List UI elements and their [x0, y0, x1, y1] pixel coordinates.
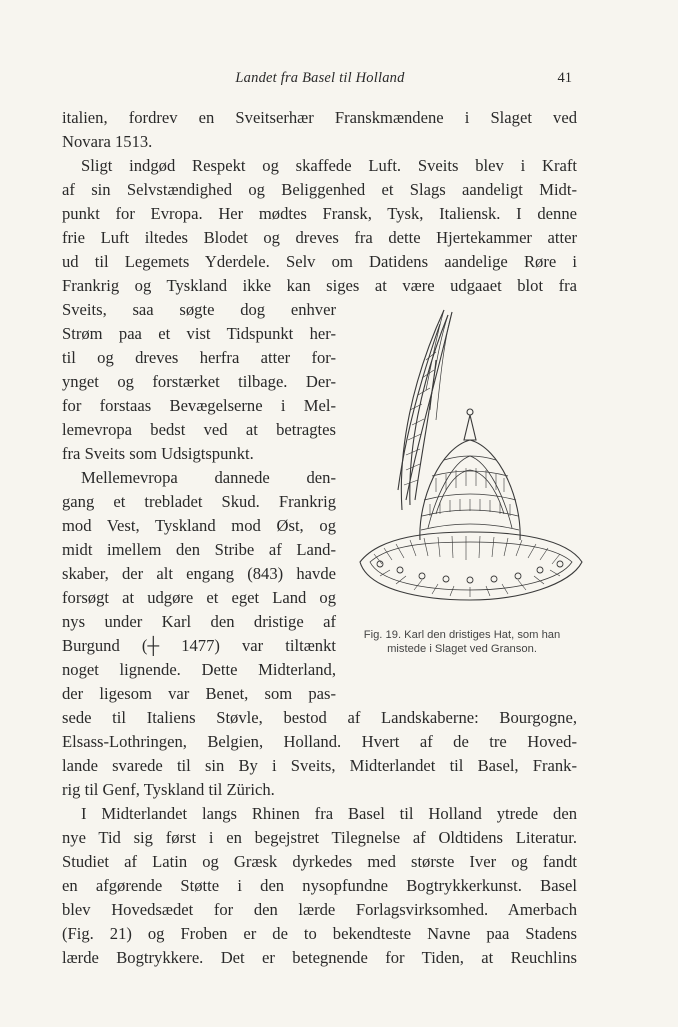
feathered-hat-illustration — [340, 300, 590, 620]
text-line: Elsass-Lothringen, Belgien, Holland. Hvert af de tre Hoved- — [62, 732, 577, 751]
text-line: nye Tid sig først i en begejstret Tilegnelse af Oldtidens Literatur. — [62, 828, 577, 847]
text-line: Studiet af Latin og Græsk dyrkedes med største Iver og fandt — [62, 852, 577, 871]
text-line: midt imellem den Stribe af Land- — [62, 540, 336, 559]
text-line: af sin Selvstændighed og Beliggenhed et Slags aandeligt Midt- — [62, 180, 577, 199]
text-line: frie Luft iltedes Blodet og dreves fra dette Hjertekammer atter — [62, 228, 577, 247]
text-line: til og dreves herfra atter for- — [62, 348, 336, 367]
text-line: I Midterlandet langs Rhinen fra Basel til Holland ytrede den — [81, 804, 577, 823]
text-line: Frankrig og Tyskland ikke kan siges at være udgaaet blot fra — [62, 276, 577, 295]
text-line: blev Hovedsædet for den lærde Forlagsvirksomhed. Amerbach — [62, 900, 577, 919]
text-line: punkt for Evropa. Her mødtes Fransk, Tysk, Italiensk. I denne — [62, 204, 577, 223]
running-header — [62, 70, 578, 92]
text-line: sede til Italiens Støvle, bestod af Landskaberne: Bourgogne, — [62, 708, 577, 727]
text-line: der ligesom var Benet, som pas- — [62, 684, 336, 703]
text-line: Strøm paa et vist Tidspunkt her- — [62, 324, 336, 343]
text-line: italien, fordrev en Sveitserhær Franskmændene i Slaget ved — [62, 108, 577, 127]
text-line: lærde Bogtrykkere. Det er betegnende for Tiden, at Reuchlins — [62, 948, 577, 967]
text-line: (Fig. 21) og Froben er de to bekendteste Navne paa Stadens — [62, 924, 577, 943]
text-line: Mellemevropa dannede den- — [81, 468, 336, 487]
text-line: skaber, der alt engang (843) havde — [62, 564, 336, 583]
text-line: lande svarede til sin By i Sveits, Midterlandet til Basel, Frank- — [62, 756, 577, 775]
running-title: Landet fra Basel til Holland — [235, 70, 405, 86]
text-line: forsøgt at udgøre et eget Land og — [62, 588, 336, 607]
text-line: lemevropa bedst ved at betragtes — [62, 420, 336, 439]
text-line: ynget og forstærket tilbage. Der- — [62, 372, 336, 391]
text-line: nys under Karl den dristige af — [62, 612, 336, 631]
figure-hat — [340, 300, 590, 640]
text-line: ud til Legemets Yderdele. Selv om Datidens aandelige Røre i — [62, 252, 577, 271]
text-line: fra Sveits som Udsigtspunkt. — [62, 444, 254, 463]
text-line: Novara 1513. — [62, 132, 153, 151]
text-line: en afgørende Støtte i den nysopfundne Bogtrykkerkunst. Basel — [62, 876, 577, 895]
text-line: mod Vest, Tyskland mod Øst, og — [62, 516, 336, 535]
text-line: Burgund (┼ 1477) var tiltænkt — [62, 636, 336, 655]
text-line: rig til Genf, Tyskland til Zürich. — [62, 780, 275, 799]
text-line: Sligt indgød Respekt og skaffede Luft. Sveits blev i Kraft — [81, 156, 577, 175]
text-line: Sveits, saa søgte dog enhver — [62, 300, 336, 319]
figure-caption: Fig. 19. Karl den dristiges Hat, som han mistede i Slaget ved Granson. — [363, 629, 561, 655]
text-line: gang et trebladet Skud. Frankrig — [62, 492, 336, 511]
page-number: 41 — [557, 70, 572, 86]
text-line: for forstaas Bevægelserne i Mel- — [62, 396, 336, 415]
text-line: noget lignende. Dette Midterland, — [62, 660, 336, 679]
